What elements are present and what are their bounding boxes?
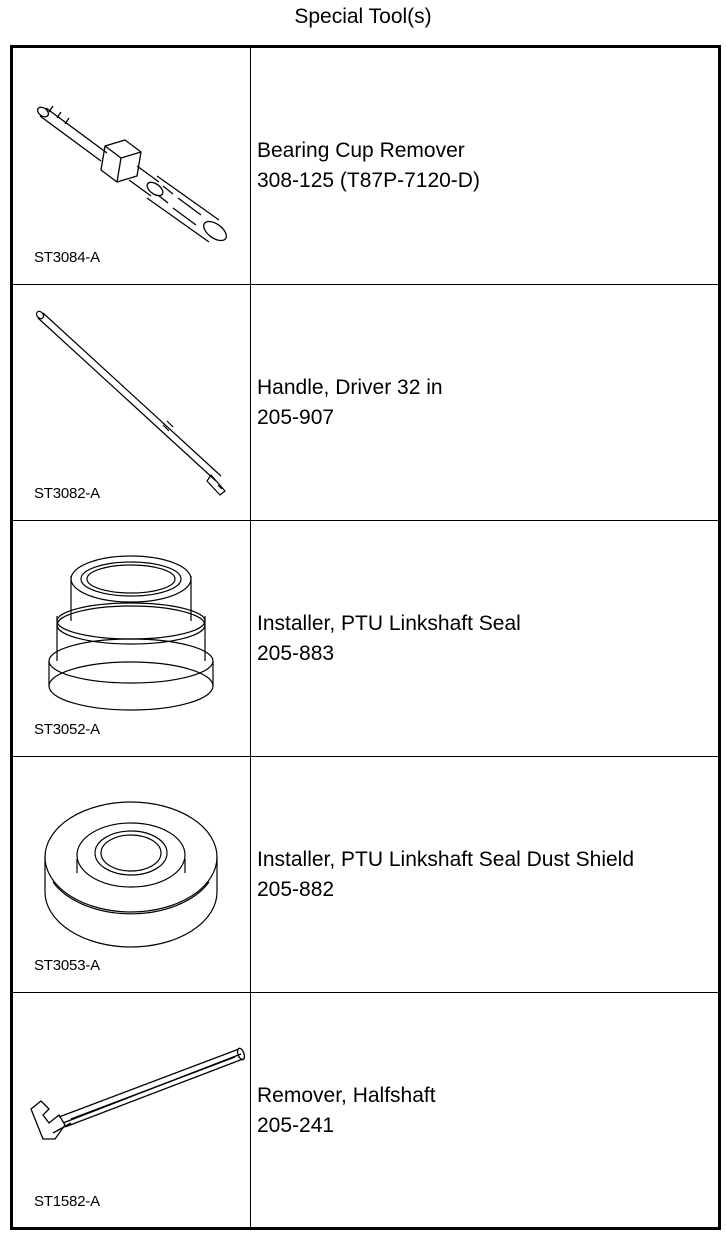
tool-image-id: ST3052-A (34, 721, 100, 738)
tool-number: 205-883 (257, 641, 335, 665)
tool-image-cell (13, 48, 251, 284)
table-row (13, 520, 718, 756)
tool-name: Bearing Cup Remover (257, 139, 465, 162)
tool-description-cell (257, 285, 717, 520)
tool-number: 205-882 (257, 877, 335, 901)
tool-image-cell (13, 285, 251, 520)
tool-description-cell (257, 48, 717, 284)
table-row (13, 48, 718, 284)
tool-number: 205-907 (257, 405, 335, 429)
tool-image-cell (13, 993, 251, 1228)
tool-image-id: ST3084-A (34, 249, 100, 266)
tool-image-id: ST3082-A (34, 485, 100, 502)
table-row (13, 756, 718, 992)
tool-name: Installer, PTU Linkshaft Seal Dust Shield (257, 847, 635, 871)
tool-name: Handle, Driver 32 in (257, 375, 443, 399)
tool-number: 205-241 (257, 1113, 335, 1137)
tool-image-id: ST3053-A (34, 957, 100, 974)
tool-image-id: ST1582-A (34, 1193, 100, 1210)
tool-image-cell (13, 521, 251, 756)
tool-image-cell (13, 757, 251, 992)
tool-description-cell (257, 757, 717, 992)
tool-name: Remover, Halfshaft (257, 1083, 436, 1107)
table-row (13, 992, 718, 1228)
tool-number: 308-125 (T87P-7120-D) (257, 169, 480, 192)
table-row (13, 284, 718, 520)
special-tools-table (10, 45, 721, 1230)
page-title: Special Tool(s) (294, 5, 432, 28)
tool-name: Installer, PTU Linkshaft Seal (257, 611, 521, 635)
tool-description-cell (257, 521, 717, 756)
tool-description-cell (257, 993, 717, 1228)
